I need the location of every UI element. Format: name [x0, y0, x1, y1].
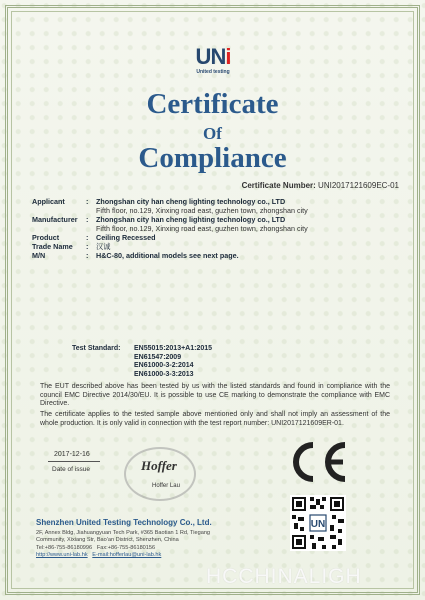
signatory-name: Hoffer Lau [152, 483, 180, 489]
company-email-link[interactable]: E-mail:hofferlau@uni-lab.hk [92, 552, 162, 559]
trade-name-value: 汉诚 [96, 242, 111, 251]
company-website-link[interactable]: http://www.uni-lab.hk [36, 552, 88, 559]
test-standard-item: EN61000-3-2:2014 [134, 362, 194, 369]
applicant-row [32, 197, 402, 215]
uni-logo [190, 46, 236, 75]
test-standard-item: EN55015:2013+A1:2015 [134, 345, 213, 352]
company-address-line: Community, Xixiang Str, Bao'an District, Shenzhen, China [36, 537, 179, 544]
certificate-number-value: UNI2017121609EC-01 [318, 181, 399, 190]
colon: : [86, 251, 89, 260]
manufacturer-label: Manufacturer [32, 215, 78, 224]
company-contact [36, 530, 210, 560]
title-of: Of [203, 124, 222, 143]
logo-subtitle: United testing [196, 69, 230, 75]
model-number-row [32, 251, 402, 260]
applicant-name: Zhongshan city han cheng lighting technology co., LTD [96, 197, 286, 206]
test-standard-item: EN61000-3-3:2013 [134, 370, 194, 378]
certificate-number-label: Certificate Number: [241, 181, 316, 190]
certificate-fields [32, 197, 402, 260]
company-seal [124, 447, 196, 501]
trade-name-label: Trade Name [32, 242, 73, 251]
company-phone: Tel:+86-755-86180996 [36, 544, 93, 551]
colon: : [86, 242, 89, 251]
manufacturer-address: Fifth floor, no.129, Xinxing road east, guzhen town, zhongshan city [96, 224, 308, 233]
colon: : [86, 215, 89, 224]
company-name: Shenzhen United Testing Technology Co., Ltd. [36, 518, 212, 527]
signature: Hoffer [141, 458, 177, 473]
product-label: Product [32, 233, 60, 242]
test-standard-item: EN61547:2009 [134, 353, 182, 361]
logo-letter-i: i [225, 44, 231, 69]
issue-date-line [48, 461, 100, 462]
test-standard-label: Test Standard: [72, 345, 121, 352]
trade-name-row [32, 242, 402, 251]
qr-code-icon [290, 495, 346, 551]
applicant-address: Fifth floor, no.129, Xinxing road east, guzhen town, zhongshan city [96, 206, 308, 215]
product-row [32, 233, 402, 242]
title-compliance: Compliance [138, 142, 287, 174]
compliance-statement: The EUT described above has been tested by us with the listed standards and found in compliance with the council EMC Directive 2014/30/EU. It is possible to use CE marking to demonstrate the compliance with EMC Directive. [40, 383, 390, 408]
manufacturer-row [32, 215, 402, 233]
company-fax: Fax:+86-755-86180156 [96, 544, 156, 551]
validity-statement: The certificate applies to the tested sample above mentioned only and shall not imply an assessment of the whole production. It is only valid in connection with the test report number: UNI2017121609ER-01. [40, 411, 390, 427]
logo-letter-u: U [195, 44, 211, 69]
test-standard [72, 345, 212, 379]
colon: : [86, 233, 89, 242]
watermark: HCCHINALIGH [206, 565, 362, 588]
applicant-label: Applicant [32, 197, 65, 206]
logo-letter-n: N [210, 44, 226, 69]
model-number-label: M/N [32, 251, 46, 260]
model-number-value: H&C-80, additional models see next page. [96, 251, 239, 260]
manufacturer-name: Zhongshan city han cheng lighting technology co., LTD [96, 215, 286, 224]
title-certificate: Certificate [146, 88, 279, 120]
logo-mark [190, 46, 236, 68]
colon: : [86, 197, 89, 206]
company-address-line: 2F, Annex Bldg, Jiahuangyuan Tech Park, #365 Baotian 1 Rd, Tiegang [36, 530, 211, 536]
issue-date-label: Date of issue [52, 466, 90, 473]
ce-mark-icon [283, 437, 353, 487]
product-value: Ceiling Recessed [96, 233, 156, 242]
certificate-number [242, 181, 399, 190]
svg-text:UN: UN [310, 519, 326, 530]
issue-date: 2017-12-16 [54, 451, 90, 458]
